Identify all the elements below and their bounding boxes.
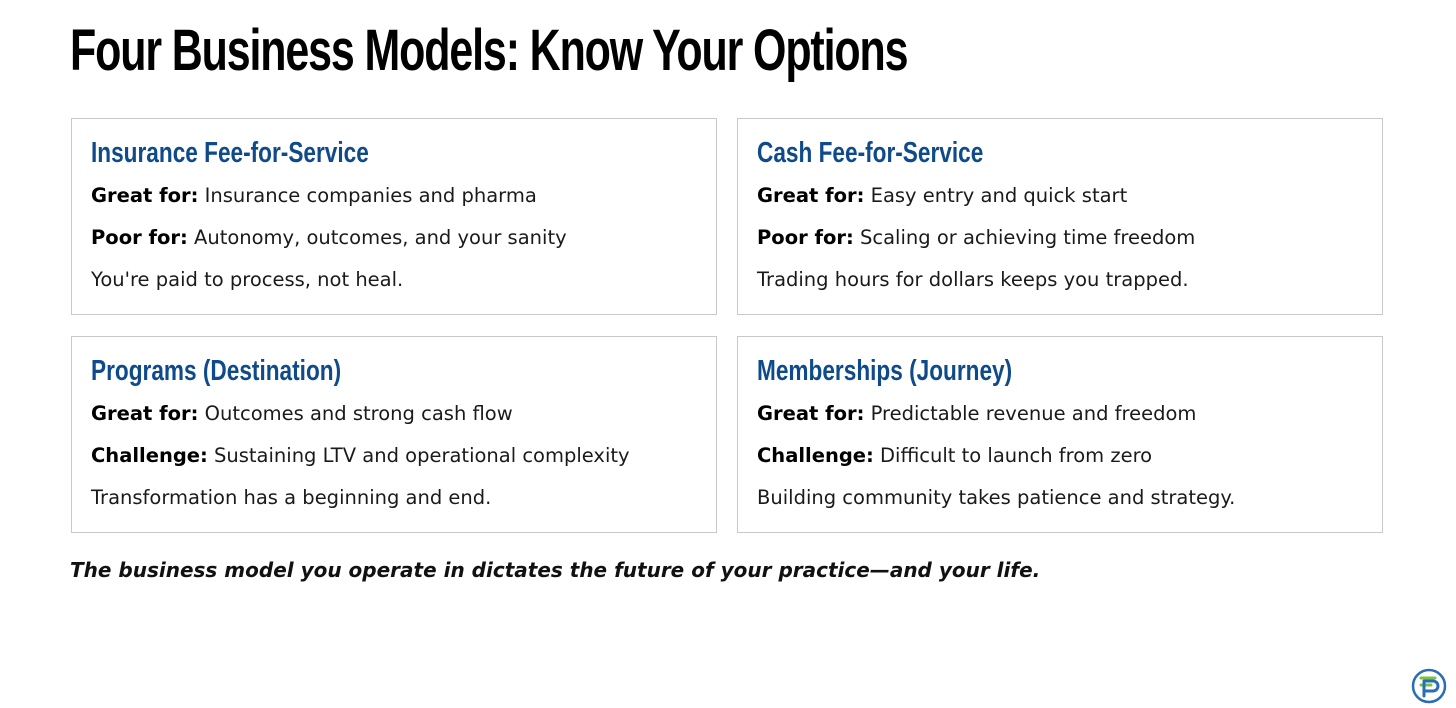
- great-for-line: [91, 401, 513, 427]
- poor-for-label: Poor for:: [757, 226, 854, 249]
- poor-for-text: Scaling or achieving time freedom: [853, 226, 1196, 249]
- great-for-line: [757, 183, 1127, 209]
- great-for-text: Predictable revenue and freedom: [864, 402, 1197, 425]
- slide-tagline: The business model you operate in dictates the future of your practice—and your life.: [70, 558, 1041, 582]
- poor-for-label: Poor for:: [91, 226, 188, 249]
- card-memberships-journey: [737, 336, 1383, 533]
- challenge-label: Challenge:: [757, 444, 874, 467]
- challenge-line: [91, 443, 630, 469]
- challenge-label: Challenge:: [91, 444, 208, 467]
- great-for-label: Great for:: [757, 402, 865, 425]
- card-cash-fee-for-service: [737, 118, 1383, 315]
- great-for-label: Great for:: [91, 402, 199, 425]
- challenge-text: Sustaining LTV and operational complexity: [207, 444, 630, 467]
- card-programs-destination: [71, 336, 717, 533]
- great-for-line: [91, 183, 537, 209]
- challenge-line: [757, 443, 1152, 469]
- poor-for-line: [757, 225, 1195, 251]
- poor-for-line: [91, 225, 567, 251]
- card-summary: Transformation has a beginning and end.: [91, 486, 492, 509]
- slide-title: Four Business Models: Know Your Options: [70, 18, 908, 83]
- card-summary: Building community takes patience and strategy.: [757, 486, 1236, 509]
- fp-logo-icon: [1411, 668, 1447, 704]
- card-summary: You're paid to process, not heal.: [91, 268, 404, 291]
- card-summary: Trading hours for dollars keeps you trapped.: [757, 268, 1189, 291]
- great-for-line: [757, 401, 1196, 427]
- card-title: Insurance Fee-for-Service: [91, 137, 369, 169]
- great-for-text: Easy entry and quick start: [864, 184, 1128, 207]
- card-title: Cash Fee-for-Service: [757, 137, 984, 169]
- poor-for-text: Autonomy, outcomes, and your sanity: [187, 226, 567, 249]
- card-title: Programs (Destination): [91, 355, 342, 387]
- great-for-label: Great for:: [91, 184, 199, 207]
- card-title: Memberships (Journey): [757, 355, 1013, 387]
- great-for-label: Great for:: [757, 184, 865, 207]
- card-insurance-fee-for-service: [71, 118, 717, 315]
- challenge-text: Difficult to launch from zero: [873, 444, 1153, 467]
- great-for-text: Insurance companies and pharma: [198, 184, 537, 207]
- great-for-text: Outcomes and strong cash flow: [198, 402, 513, 425]
